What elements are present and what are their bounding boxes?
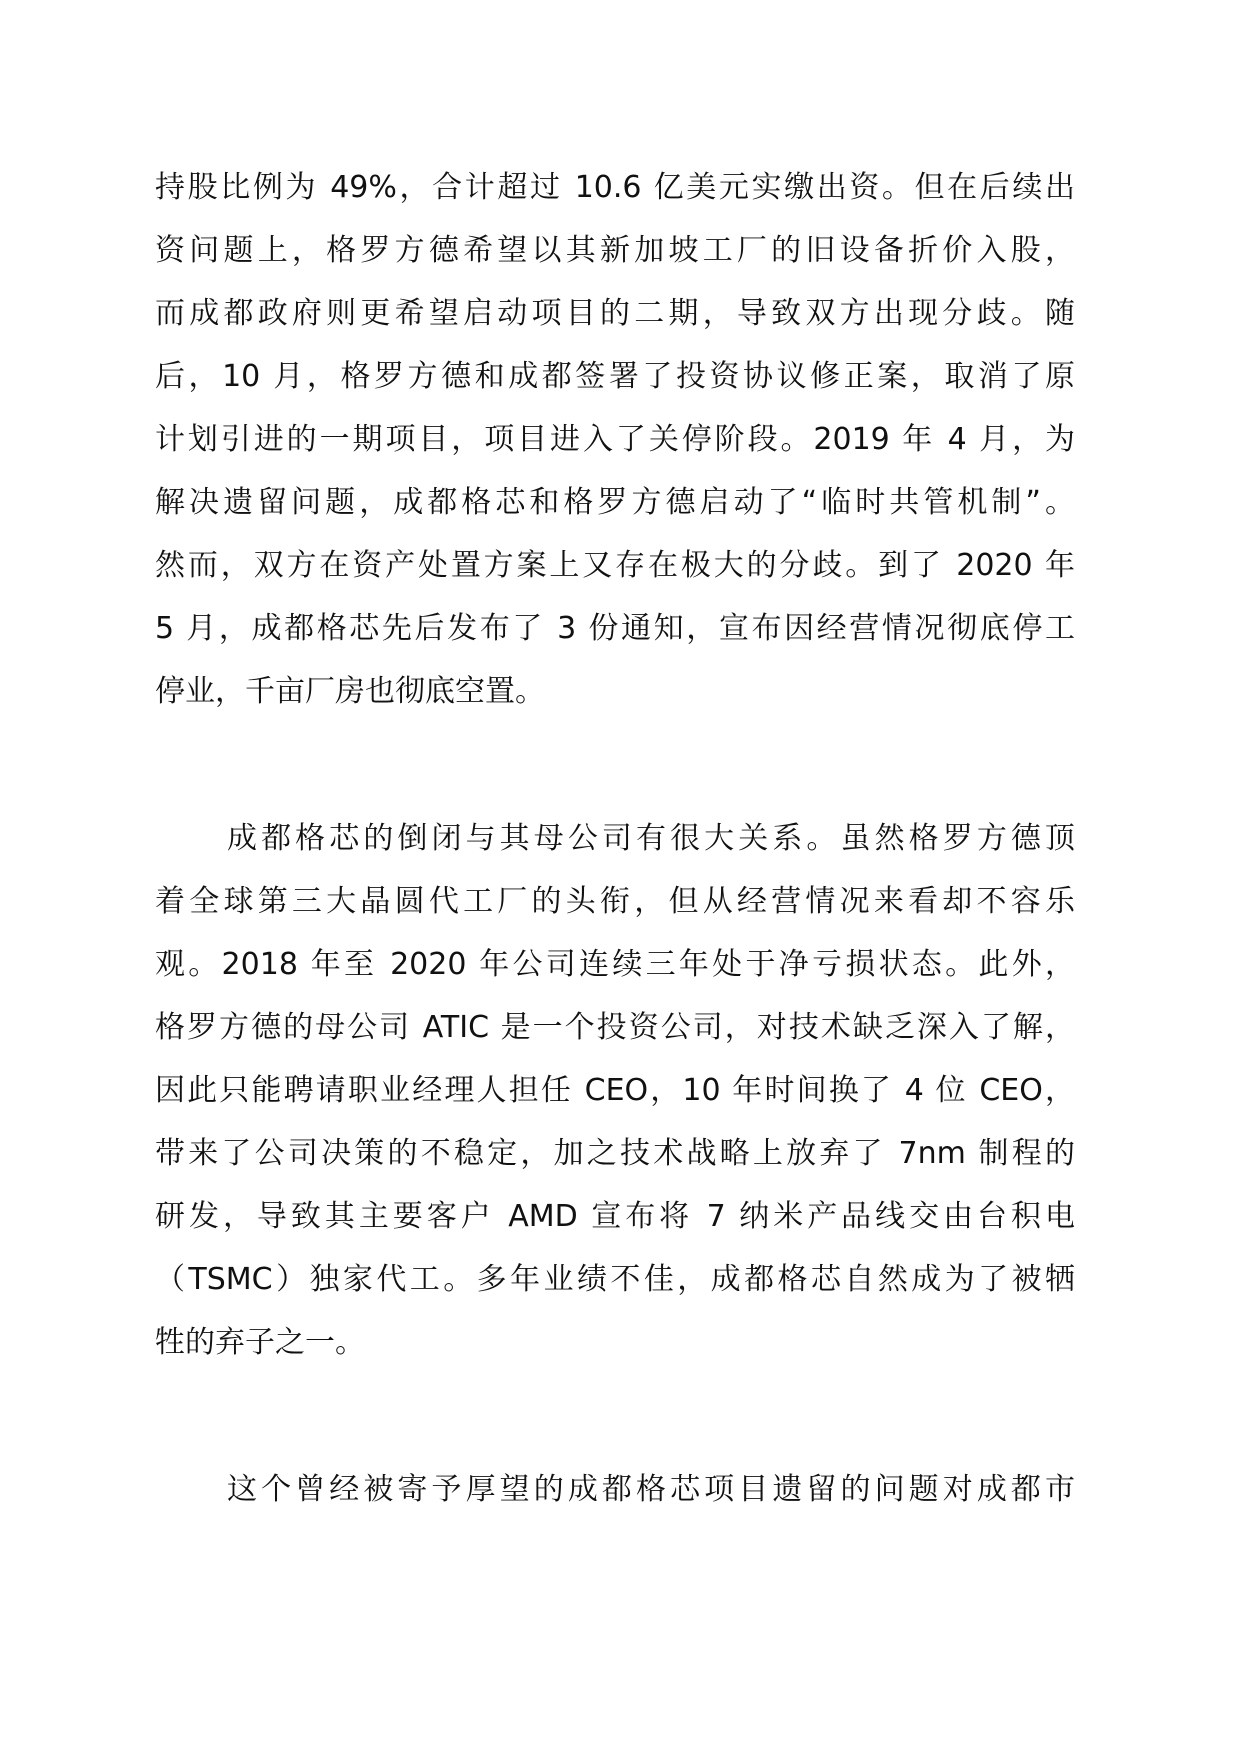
- paragraph-2-line-8: （TSMC）独家代工。多年业绩不佳，成都格芯自然成为了被牺: [155, 1262, 1075, 1297]
- paragraph-1-line-2: 资问题上，格罗方德希望以其新加坡工厂的旧设备折价入股，: [155, 233, 1075, 268]
- paragraph-1-line-9: 停业，千亩厂房也彻底空置。: [155, 674, 545, 709]
- paragraph-2-line-7: 研发，导致其主要客户 AMD 宣布将 7 纳米产品线交由台积电: [155, 1199, 1075, 1234]
- paragraph-2-line-2: 着全球第三大晶圆代工厂的头衔，但从经营情况来看却不容乐: [155, 884, 1075, 919]
- paragraph-2-line-6: 带来了公司决策的不稳定，加之技术战略上放弃了 7nm 制程的: [155, 1136, 1075, 1171]
- paragraph-3-line-1: 这个曾经被寄予厚望的成都格芯项目遗留的问题对成都市: [227, 1472, 1075, 1507]
- paragraph-1-line-8: 5 月，成都格芯先后发布了 3 份通知，宣布因经营情况彻底停工: [155, 611, 1075, 646]
- paragraph-1-line-4: 后，10 月，格罗方德和成都签署了投资协议修正案，取消了原: [155, 359, 1075, 394]
- paragraph-2-line-4: 格罗方德的母公司 ATIC 是一个投资公司，对技术缺乏深入了解，: [155, 1010, 1075, 1045]
- paragraph-1-line-3: 而成都政府则更希望启动项目的二期，导致双方出现分歧。随: [155, 296, 1075, 331]
- paragraph-1-line-5: 计划引进的一期项目，项目进入了关停阶段。2019 年 4 月，为: [155, 422, 1075, 457]
- paragraph-2-line-1: 成都格芯的倒闭与其母公司有很大关系。虽然格罗方德顶: [227, 821, 1075, 856]
- paragraph-2-line-3: 观。2018 年至 2020 年公司连续三年处于净亏损状态。此外，: [155, 947, 1075, 982]
- paragraph-2-line-5: 因此只能聘请职业经理人担任 CEO，10 年时间换了 4 位 CEO，: [155, 1073, 1075, 1108]
- paragraph-1-line-1: 持股比例为 49%，合计超过 10.6 亿美元实缴出资。但在后续出: [155, 170, 1075, 205]
- paragraph-1-line-7: 然而，双方在资产处置方案上又存在极大的分歧。到了 2020 年: [155, 548, 1075, 583]
- paragraph-2-line-9: 牲的弃子之一。: [155, 1325, 365, 1360]
- paragraph-1-line-6: 解决遗留问题，成都格芯和格罗方德启动了“临时共管机制”。: [155, 485, 1075, 520]
